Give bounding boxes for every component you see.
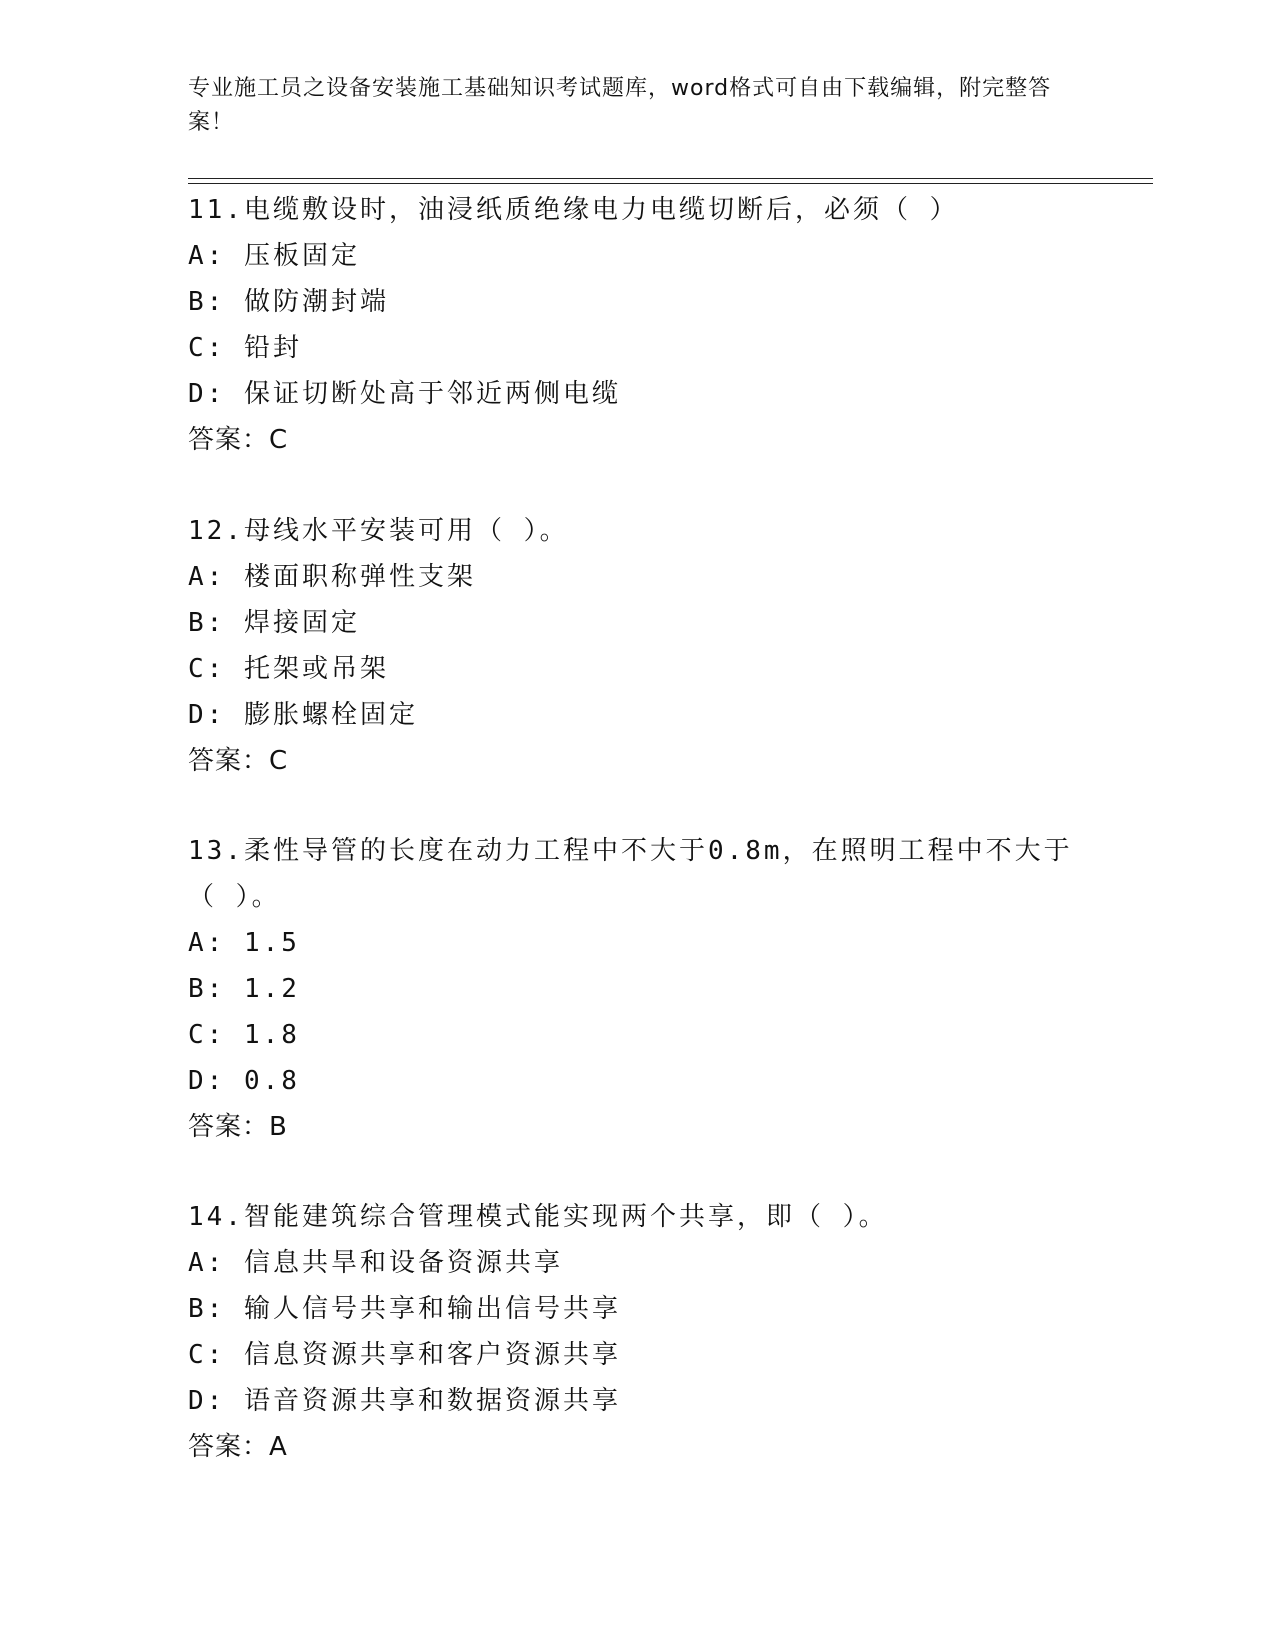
question-stem: 13.柔性导管的长度在动力工程中不大于0.8m，在照明工程中不大于（ ）。 [188, 836, 1073, 912]
question-12 [188, 508, 1088, 784]
question-14 [188, 1194, 1088, 1470]
option-a: A: 信息共旱和设备资源共享 [188, 1248, 563, 1278]
answer-line: 答案：C [188, 746, 289, 776]
header-divider-bottom [188, 183, 1153, 184]
option-a: A: 楼面职称弹性支架 [188, 562, 476, 592]
question-stem: 14.智能建筑综合管理模式能实现两个共享，即（ ）。 [188, 1202, 888, 1232]
option-b: B: 1.2 [188, 974, 300, 1004]
option-a: A: 1.5 [188, 928, 300, 958]
option-d: D: 0.8 [188, 1066, 300, 1096]
option-c: C: 托架或吊架 [188, 654, 389, 684]
option-c: C: 铅封 [188, 333, 302, 363]
answer-line: 答案：C [188, 425, 289, 455]
option-b: B: 做防潮封端 [188, 287, 389, 317]
answer-line: 答案：A [188, 1432, 288, 1462]
option-d: D: 保证切断处高于邻近两侧电缆 [188, 379, 621, 409]
header-divider-top [188, 178, 1153, 179]
document-header: 专业施工员之设备安装施工基础知识考试题库，word格式可自由下载编辑，附完整答案！ [188, 76, 1052, 135]
question-stem: 11.电缆敷设时，油浸纸质绝缘电力电缆切断后，必须（ ） [188, 195, 959, 225]
option-b: B: 焊接固定 [188, 608, 360, 638]
option-d: D: 语音资源共享和数据资源共享 [188, 1386, 621, 1416]
option-b: B: 输人信号共享和输出信号共享 [188, 1294, 621, 1324]
option-c: C: 信息资源共享和客户资源共享 [188, 1340, 621, 1370]
question-stem: 12.母线水平安装可用（ ）。 [188, 516, 569, 546]
question-13 [188, 828, 1088, 1150]
option-d: D: 膨胀螺栓固定 [188, 700, 418, 730]
question-11 [188, 187, 1088, 463]
answer-line: 答案：B [188, 1112, 288, 1142]
option-a: A: 压板固定 [188, 241, 360, 271]
option-c: C: 1.8 [188, 1020, 300, 1050]
